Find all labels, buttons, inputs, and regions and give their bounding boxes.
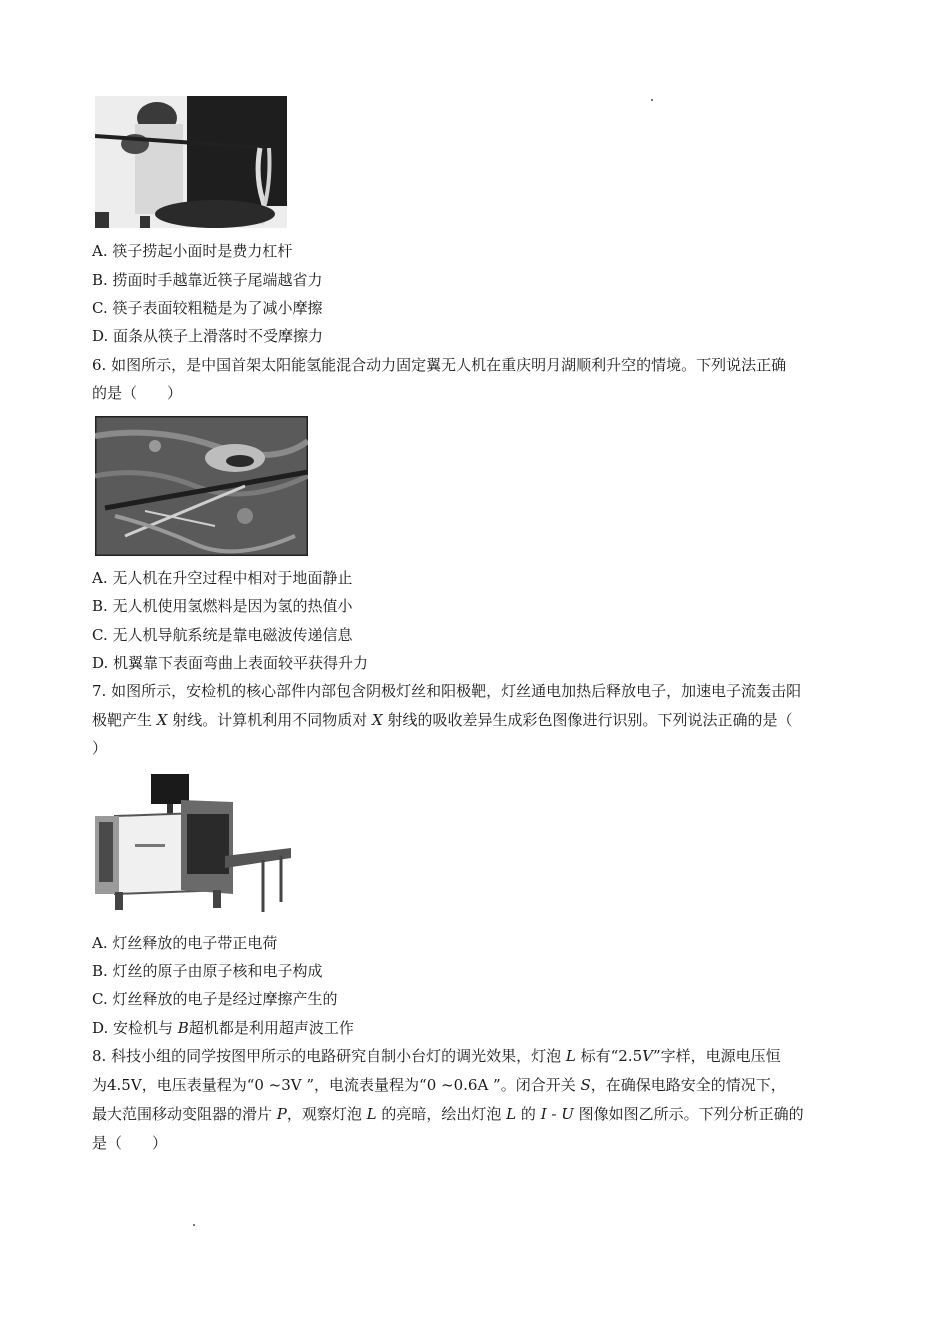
q6-option-c: C. 无人机导航系统是靠电磁波传递信息	[92, 626, 353, 644]
q7-stem-line1: 7. 如图所示，安检机的核心部件内部包含阴极灯丝和阳极靶，灯丝通电加热后释放电子，加速电子流轰击阳	[92, 682, 802, 700]
q7-option-a: A. 灯丝释放的电子带正电荷	[92, 934, 278, 952]
q8-stem-line3: 最大范围移动变阻器的滑片 P，观察灯泡 L 的亮暗，绘出灯泡 L 的 I - U 图像如图乙所示。下列分析正确的	[92, 1105, 804, 1123]
scan-speck	[651, 99, 653, 101]
q8-stem-line4: 是（ ）	[92, 1134, 168, 1152]
q8-stem-line1: 8. 科技小组的同学按图甲所示的电路研究自制小台灯的调光效果，灯泡 L 标有“2.5V”字样，电源电压恒	[92, 1047, 781, 1065]
q7-option-b: B. 灯丝的原子由原子核和电子构成	[92, 962, 323, 980]
security-scanner-photo	[95, 772, 291, 920]
chopsticks-noodle-photo	[95, 96, 287, 228]
q5-option-c: C. 筷子表面较粗糙是为了减小摩擦	[92, 299, 323, 317]
q5-option-b: B. 捞面时手越靠近筷子尾端越省力	[92, 271, 323, 289]
q7-option-d: D. 安检机与 B超机都是利用超声波工作	[92, 1019, 354, 1037]
q6-stem-line2: 的是（ ）	[92, 384, 183, 402]
drone-lake-photo	[95, 416, 308, 556]
q5-option-d: D. 面条从筷子上滑落时不受摩擦力	[92, 327, 324, 345]
q6-option-a: A. 无人机在升空过程中相对于地面静止	[92, 569, 353, 587]
q6-option-b: B. 无人机使用氢燃料是因为氢的热值小	[92, 597, 353, 615]
q8-stem-line2: 为4.5V，电压表量程为“0 ~3V ”，电流表量程为“0 ~0.6A ”。闭合开关 S，在确保电路安全的情况下，	[92, 1076, 786, 1094]
scan-speck	[193, 1224, 195, 1226]
q7-stem-line2: 极靶产生 X 射线。计算机利用不同物质对 X 射线的吸收差异生成彩色图像进行识别。下列说法正确的是（	[92, 711, 793, 729]
q7-option-c: C. 灯丝释放的电子是经过摩擦产生的	[92, 990, 338, 1008]
q6-stem-line1: 6. 如图所示，是中国首架太阳能氢能混合动力固定翼无人机在重庆明月湖顺利升空的情境。下列说法正确	[92, 356, 787, 374]
q7-stem-line3: ）	[92, 739, 108, 757]
q6-option-d: D. 机翼靠下表面弯曲上表面较平获得升力	[92, 654, 369, 672]
q5-option-a: A. 筷子捞起小面时是费力杠杆	[92, 242, 293, 260]
